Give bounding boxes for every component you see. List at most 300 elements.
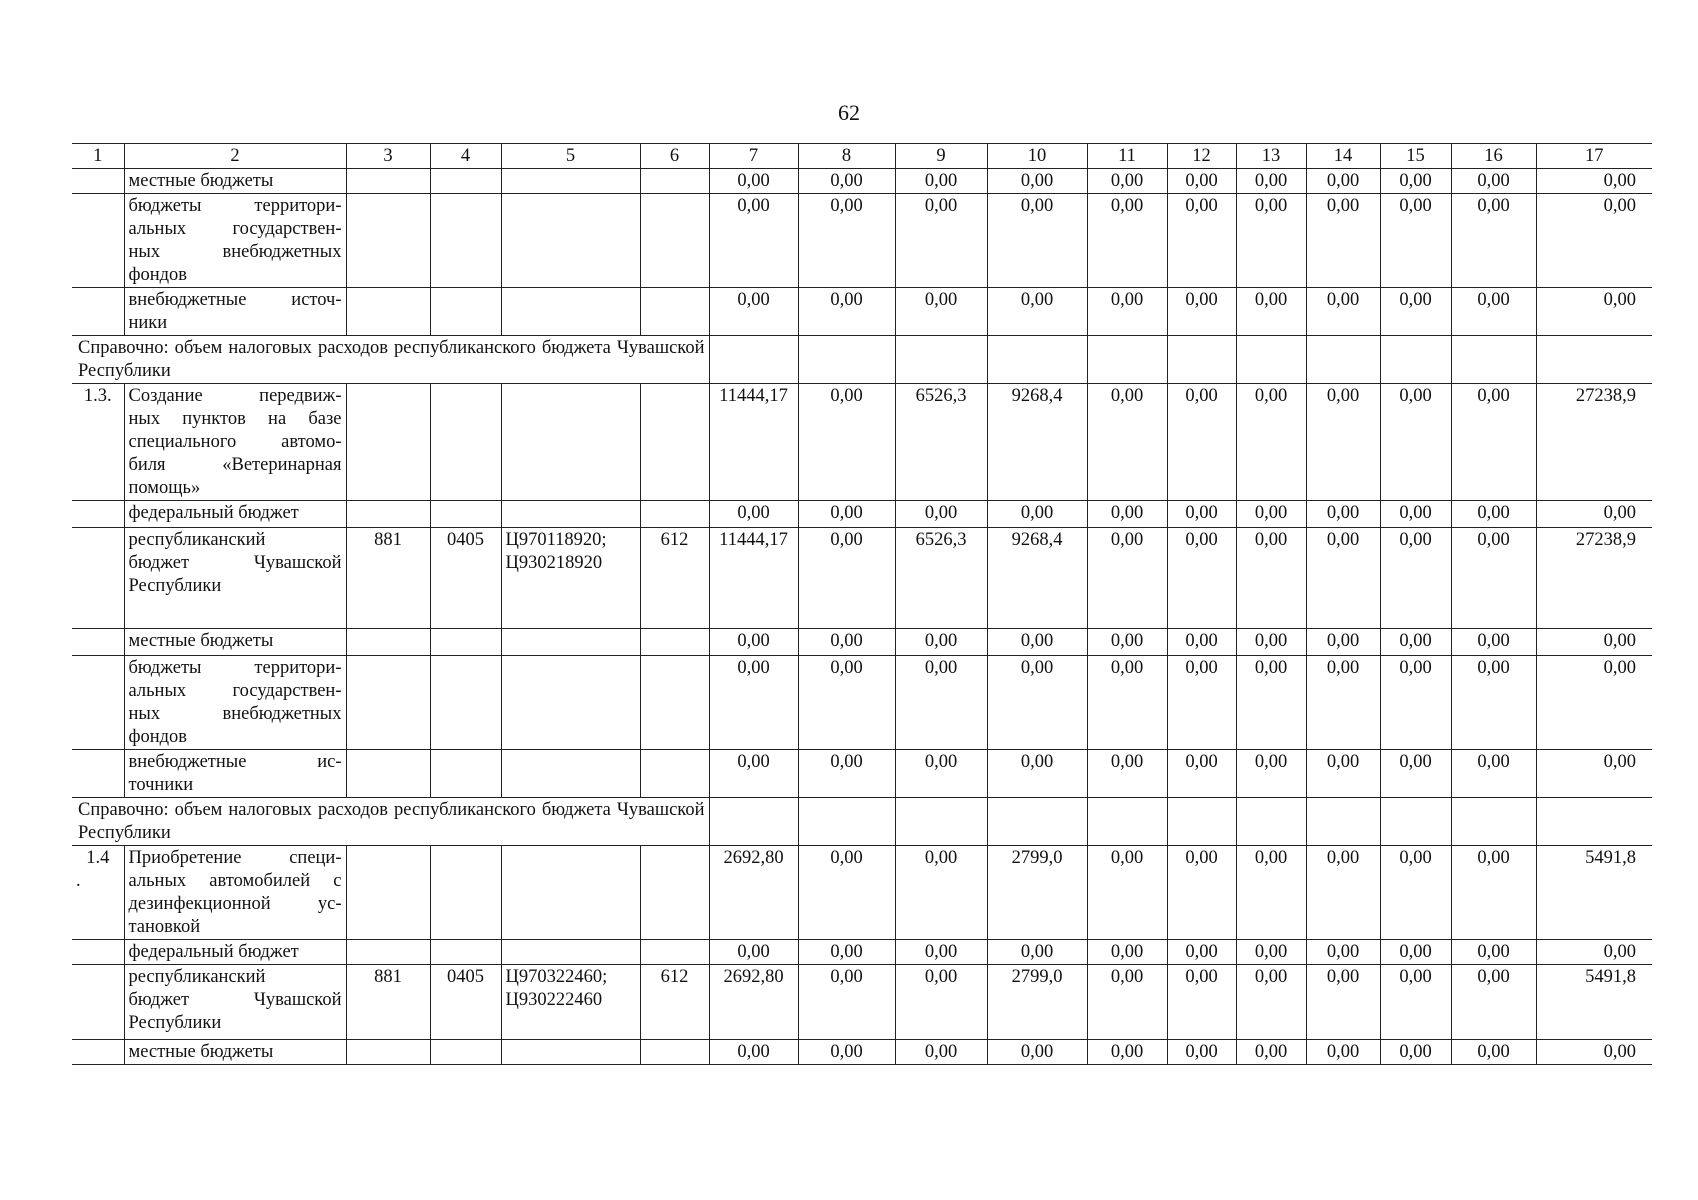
note-cell: Справочно: объем налоговых расходов республиканского бюджета Чувашской Республики [72,798,709,846]
target-code-cell [501,528,640,629]
value-cell: 0,00 [798,528,895,629]
value-cell: 0,00 [987,501,1087,528]
expense-type-cell [640,656,709,750]
value-cell: 0,00 [1306,940,1380,965]
value-cell: 0,00 [1167,169,1236,194]
value-cell: 0,00 [1380,940,1451,965]
value-cell: 0,00 [1087,656,1167,750]
text-line: республиканский [128,530,266,550]
gr-bs-cell [346,1040,430,1065]
row-number: . [76,871,81,891]
value-cell: 0,00 [987,288,1087,336]
text-line: внебюджетные ис- [128,752,342,772]
value-cell: 0,00 [1380,629,1451,656]
target-code-cell [501,965,640,1040]
value-cell: 0,00 [1306,528,1380,629]
header-cell: 11 [1087,144,1167,169]
value-cell: 0,00 [1380,194,1451,288]
header-cell: 4 [430,144,501,169]
value-cell: 0,00 [1167,1040,1236,1065]
value-cell: 0,00 [1536,750,1652,798]
empty-cell [1306,798,1380,846]
header-cell: 6 [640,144,709,169]
value-cell: 0,00 [1306,169,1380,194]
expense-type-cell: 612 [640,965,709,1040]
row-number-cell [72,1040,124,1065]
header-cell: 15 [1380,144,1451,169]
value-cell: 0,00 [709,288,798,336]
value-cell: 0,00 [1451,288,1536,336]
value-cell: 0,00 [1451,169,1536,194]
value-cell: 0,00 [1451,940,1536,965]
expense-type-cell [640,1040,709,1065]
header-cell: 5 [501,144,640,169]
empty-cell [895,798,987,846]
text-line: бюджеты территори- [128,658,342,678]
value-cell: 0,00 [709,656,798,750]
value-cell: 2799,0 [987,846,1087,940]
value-cell: 0,00 [709,940,798,965]
value-cell: 0,00 [709,501,798,528]
empty-cell [1236,336,1306,384]
value-cell: 0,00 [1380,846,1451,940]
gr-bs-cell [346,940,430,965]
table-row [72,1040,1652,1065]
text-line: республиканский [128,967,266,987]
value-cell: 0,00 [1451,846,1536,940]
value-cell: 0,00 [1236,750,1306,798]
target-code: Ц970322460; [505,967,608,987]
section-code-cell [430,629,501,656]
text-line: Приобретение специ- [128,848,342,868]
row-number-cell [72,384,124,501]
value-cell: 0,00 [709,1040,798,1065]
text-line: ных внебюджетных [128,704,342,724]
expense-type-cell [640,940,709,965]
section-code-cell [430,750,501,798]
value-cell: 0,00 [798,629,895,656]
name-cell [124,288,346,336]
gr-bs-cell [346,846,430,940]
value-cell: 0,00 [1167,846,1236,940]
empty-cell [798,798,895,846]
gr-bs-cell [346,750,430,798]
section-code-cell [430,846,501,940]
row-number: 1.4 [86,848,110,868]
name-cell: местные бюджеты [124,1040,346,1065]
value-cell: 6526,3 [895,528,987,629]
target-code-cell [501,384,640,501]
text-line: альных государствен- [128,681,342,701]
value-cell: 0,00 [1236,288,1306,336]
section-code-cell [430,940,501,965]
row-number-cell [72,846,124,940]
value-cell: 2692,80 [709,965,798,1040]
value-cell: 0,00 [987,629,1087,656]
row-number-cell [72,194,124,288]
value-cell: 0,00 [1380,384,1451,501]
value-cell: 0,00 [987,750,1087,798]
empty-cell [1451,798,1536,846]
text-line: тановкой [128,917,201,937]
text-line: бюджеты территори- [128,196,342,216]
value-cell: 0,00 [1236,169,1306,194]
value-cell: 0,00 [1306,629,1380,656]
value-cell: 0,00 [1536,169,1652,194]
text-line: бюджет Чувашской [128,990,342,1010]
empty-cell [895,336,987,384]
value-cell: 0,00 [1306,965,1380,1040]
value-cell: 0,00 [987,169,1087,194]
expense-type-cell [640,501,709,528]
value-cell: 0,00 [1236,528,1306,629]
value-cell: 0,00 [798,194,895,288]
section-code-cell: 0405 [430,965,501,1040]
value-cell: 0,00 [1236,501,1306,528]
section-code-cell [430,656,501,750]
value-cell: 0,00 [895,965,987,1040]
header-cell: 9 [895,144,987,169]
value-cell: 0,00 [1306,384,1380,501]
value-cell: 0,00 [709,629,798,656]
header-cell: 2 [124,144,346,169]
name-cell: федеральный бюджет [124,501,346,528]
empty-cell [987,336,1087,384]
value-cell: 0,00 [1087,1040,1167,1065]
row-number-cell [72,629,124,656]
empty-cell [709,336,798,384]
text-line: фондов [128,727,188,747]
table-row [72,940,1652,965]
gr-bs-cell [346,629,430,656]
text-line: дезинфекционной ус- [128,894,342,914]
text-line: Создание передвиж- [128,386,342,406]
table-row [72,528,1652,629]
value-cell: 0,00 [1380,288,1451,336]
target-code-cell [501,629,640,656]
value-cell: 0,00 [1167,194,1236,288]
section-code-cell [430,288,501,336]
row-number-cell [72,965,124,1040]
value-cell: 0,00 [895,169,987,194]
target-code-cell [501,750,640,798]
value-cell: 11444,17 [709,528,798,629]
text-line: помощь» [128,478,201,498]
budget-table [72,143,1652,1065]
value-cell: 0,00 [1536,501,1652,528]
expense-type-cell [640,194,709,288]
value-cell: 0,00 [1167,528,1236,629]
value-cell: 0,00 [1451,384,1536,501]
row-number-cell [72,750,124,798]
expense-type-cell [640,750,709,798]
value-cell: 5491,8 [1536,846,1652,940]
header-cell: 14 [1306,144,1380,169]
gr-bs-cell [346,384,430,501]
target-code-cell [501,194,640,288]
value-cell: 0,00 [895,940,987,965]
target-code-cell [501,288,640,336]
value-cell: 9268,4 [987,528,1087,629]
target-code: Ц930218920 [505,553,603,573]
text-line: альных государствен- [128,219,342,239]
target-code: Ц970118920; [505,530,607,550]
gr-bs-cell [346,194,430,288]
value-cell: 0,00 [1536,194,1652,288]
name-cell [124,528,346,629]
target-code-cell [501,656,640,750]
gr-bs-cell [346,169,430,194]
expense-type-cell [640,169,709,194]
name-cell [124,965,346,1040]
value-cell: 0,00 [1236,629,1306,656]
section-code-cell: 0405 [430,528,501,629]
row-number-cell [72,528,124,629]
table-row [72,169,1652,194]
value-cell: 6526,3 [895,384,987,501]
value-cell: 0,00 [1451,656,1536,750]
value-cell: 0,00 [798,169,895,194]
text-line: Республики [128,1013,222,1033]
value-cell: 0,00 [987,1040,1087,1065]
text-line: биля «Ветеринарная [128,455,342,475]
text-line: фондов [128,265,188,285]
empty-cell [1306,336,1380,384]
header-cell: 8 [798,144,895,169]
empty-cell [798,336,895,384]
value-cell: 0,00 [1236,656,1306,750]
value-cell: 0,00 [1380,965,1451,1040]
empty-cell [1087,798,1167,846]
value-cell: 0,00 [1380,1040,1451,1065]
value-cell: 0,00 [1167,940,1236,965]
expense-type-cell [640,384,709,501]
header-cell: 10 [987,144,1087,169]
empty-cell [1087,336,1167,384]
target-code-cell [501,846,640,940]
empty-cell [1380,336,1451,384]
name-cell: федеральный бюджет [124,940,346,965]
section-code-cell [430,384,501,501]
value-cell: 0,00 [1536,288,1652,336]
section-code-cell [430,194,501,288]
value-cell: 0,00 [1087,194,1167,288]
value-cell: 0,00 [1536,656,1652,750]
value-cell: 0,00 [1451,965,1536,1040]
value-cell: 0,00 [1451,194,1536,288]
value-cell: 0,00 [798,1040,895,1065]
value-cell: 0,00 [895,629,987,656]
gr-bs-cell [346,288,430,336]
expense-type-cell [640,629,709,656]
value-cell: 0,00 [1451,1040,1536,1065]
row-number-cell [72,169,124,194]
value-cell: 0,00 [1236,194,1306,288]
gr-bs-cell: 881 [346,965,430,1040]
value-cell: 2692,80 [709,846,798,940]
empty-cell [1236,798,1306,846]
value-cell: 0,00 [709,194,798,288]
value-cell: 0,00 [987,194,1087,288]
value-cell: 0,00 [895,1040,987,1065]
name-cell: местные бюджеты [124,629,346,656]
text-line: ники [128,313,168,333]
section-code-cell [430,501,501,528]
expense-type-cell [640,288,709,336]
value-cell: 0,00 [798,965,895,1040]
value-cell: 0,00 [798,940,895,965]
header-cell: 16 [1451,144,1536,169]
value-cell: 0,00 [1451,629,1536,656]
value-cell: 0,00 [1536,629,1652,656]
expense-type-cell [640,846,709,940]
value-cell: 9268,4 [987,384,1087,501]
value-cell: 2799,0 [987,965,1087,1040]
value-cell: 0,00 [1087,750,1167,798]
target-code-cell [501,1040,640,1065]
value-cell: 0,00 [1236,384,1306,501]
value-cell: 0,00 [1167,629,1236,656]
value-cell: 0,00 [1167,288,1236,336]
value-cell: 0,00 [1536,940,1652,965]
page-number: 62 [838,100,860,125]
target-code-cell [501,940,640,965]
value-cell: 0,00 [1451,501,1536,528]
value-cell: 0,00 [1167,656,1236,750]
header-cell: 1 [72,144,124,169]
table-row [72,750,1652,798]
value-cell: 11444,17 [709,384,798,501]
note-row [72,336,1652,384]
value-cell: 0,00 [1167,384,1236,501]
value-cell: 0,00 [1451,750,1536,798]
value-cell: 0,00 [1167,750,1236,798]
text-line: Республики [128,576,222,596]
gr-bs-cell [346,501,430,528]
note-row [72,798,1652,846]
value-cell: 0,00 [1306,501,1380,528]
table-row [72,384,1652,501]
value-cell: 0,00 [895,846,987,940]
value-cell: 0,00 [1087,501,1167,528]
value-cell: 0,00 [1306,288,1380,336]
empty-cell [1536,798,1652,846]
header-cell: 3 [346,144,430,169]
value-cell: 0,00 [987,940,1087,965]
table-row [72,288,1652,336]
value-cell: 0,00 [1380,750,1451,798]
value-cell: 27238,9 [1536,384,1652,501]
header-cell: 7 [709,144,798,169]
value-cell: 0,00 [1380,528,1451,629]
value-cell: 0,00 [1536,1040,1652,1065]
value-cell: 0,00 [1087,528,1167,629]
name-cell [124,750,346,798]
value-cell: 0,00 [1236,846,1306,940]
value-cell: 0,00 [709,750,798,798]
value-cell: 5491,8 [1536,965,1652,1040]
header-cell: 12 [1167,144,1236,169]
row-number: 1.3. [83,386,112,406]
name-cell: местные бюджеты [124,169,346,194]
value-cell: 0,00 [895,656,987,750]
row-number-cell [72,656,124,750]
empty-cell [1380,798,1451,846]
value-cell: 0,00 [1306,846,1380,940]
value-cell: 0,00 [798,288,895,336]
value-cell: 0,00 [1236,940,1306,965]
section-code-cell [430,169,501,194]
row-number-cell [72,501,124,528]
value-cell: 0,00 [1087,965,1167,1040]
value-cell: 0,00 [1236,1040,1306,1065]
table-row [72,965,1652,1040]
header-cell: 13 [1236,144,1306,169]
empty-cell [1167,336,1236,384]
value-cell: 0,00 [1087,846,1167,940]
value-cell: 0,00 [798,750,895,798]
table-row [72,194,1652,288]
name-cell [124,384,346,501]
value-cell: 0,00 [1236,965,1306,1040]
empty-cell [1536,336,1652,384]
text-line: внебюджетные источ- [128,290,342,310]
value-cell: 0,00 [1380,501,1451,528]
empty-cell [1167,798,1236,846]
value-cell: 0,00 [798,384,895,501]
value-cell: 0,00 [1167,965,1236,1040]
value-cell: 0,00 [1451,528,1536,629]
row-number-cell [72,288,124,336]
value-cell: 0,00 [987,656,1087,750]
table-row [72,656,1652,750]
value-cell: 0,00 [1306,750,1380,798]
expense-type-cell: 612 [640,528,709,629]
gr-bs-cell: 881 [346,528,430,629]
section-code-cell [430,1040,501,1065]
target-code: Ц930222460 [505,990,603,1010]
value-cell: 27238,9 [1536,528,1652,629]
value-cell: 0,00 [798,846,895,940]
value-cell: 0,00 [1306,194,1380,288]
text-line: бюджет Чувашской [128,553,342,573]
value-cell: 0,00 [895,194,987,288]
text-line: альных автомобилей с [128,871,342,891]
text-line: ных внебюджетных [128,242,342,262]
value-cell: 0,00 [1087,940,1167,965]
target-code-cell [501,501,640,528]
value-cell: 0,00 [1087,288,1167,336]
value-cell: 0,00 [798,501,895,528]
value-cell: 0,00 [895,288,987,336]
header-row [72,144,1652,169]
row-number-cell [72,940,124,965]
table-row [72,846,1652,940]
table-row [72,629,1652,656]
note-cell: Справочно: объем налоговых расходов республиканского бюджета Чувашской Республики [72,336,709,384]
value-cell: 0,00 [1306,1040,1380,1065]
text-line: точники [128,775,194,795]
value-cell: 0,00 [1087,629,1167,656]
value-cell: 0,00 [1087,169,1167,194]
text-line: специального автомо- [128,432,342,452]
empty-cell [987,798,1087,846]
value-cell: 0,00 [709,169,798,194]
value-cell: 0,00 [1087,384,1167,501]
empty-cell [709,798,798,846]
value-cell: 0,00 [895,501,987,528]
name-cell [124,194,346,288]
